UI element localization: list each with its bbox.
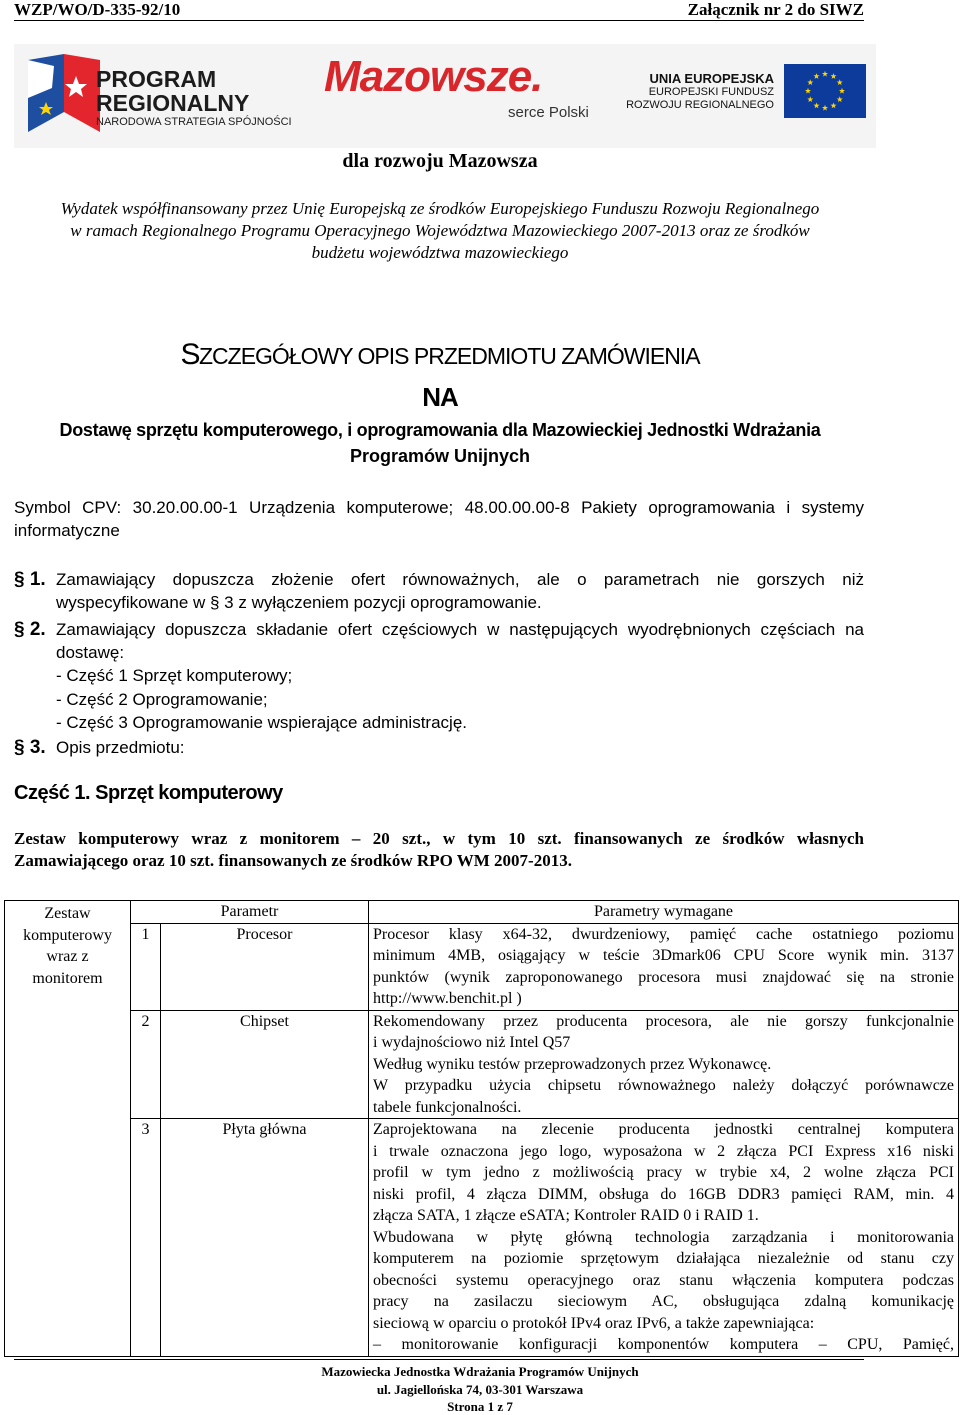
req-line: punktów (wynik zaproponowanego procesora musi znajdować się na stronie <box>373 968 954 986</box>
part-1-heading: Część 1. Sprzęt komputerowy <box>14 782 283 804</box>
req-line: tabele funkcjonalności. <box>373 1098 522 1116</box>
cofinance-line-1: Wydatek współfinansowany przez Unię Europejską ze środków Europejskiego Funduszu Rozwoju Regionalnego <box>60 199 820 218</box>
set-description-1: Zestaw komputerowy wraz z monitorem – 20 szt., w tym 10 szt. finansowanych ze środków własnych <box>14 829 864 848</box>
clause-2-number <box>14 618 46 641</box>
req-line: Zaprojektowana na zlecenie producenta jednostki centralnej komputera <box>373 1121 954 1138</box>
clause-2-item-2: - Część 2 Oprogramowanie; <box>56 690 268 709</box>
req-line: Wbudowana w płytę główną technologia zarządzania i monitorowania <box>373 1228 954 1246</box>
nss-caption: NARODOWA STRATEGIA SPÓJNOŚCI <box>96 116 292 128</box>
document-reference: WZP/WO/D-335-92/10 <box>14 0 181 19</box>
regionalny-word: REGIONALNY <box>96 90 250 116</box>
header-rule <box>14 20 864 21</box>
group-label-line: wraz z <box>46 948 89 965</box>
req-line: W przypadku użycia chipsetu równoważnego należy dołączyć porównawcze <box>373 1077 954 1094</box>
row-name: Płyta główna <box>161 1119 369 1357</box>
program-word: PROGRAM <box>96 66 217 92</box>
set-description-2: Zamawiającego oraz 10 szt. finansowanych ze środków RPO WM 2007-2013. <box>14 851 572 870</box>
group-label-cell <box>5 901 131 1357</box>
title-rest: ZCZEGÓŁOWY OPIS PRZEDMIOTU ZAMÓWIENIA <box>198 343 700 369</box>
req-line: niski profil, 4 złącza DIMM, obsługa do 16GB DDR3 pamięci RAM, min. 4 <box>373 1185 954 1203</box>
section-sign-icon: § <box>14 569 25 590</box>
clause-2-item-1: - Część 1 Sprzęt komputerowy; <box>56 666 293 685</box>
req-line: komputerem na poziomie sprzętowym działająca niezależnie od stanu czy <box>373 1250 954 1267</box>
clause-2-num: 2. <box>29 619 46 640</box>
mazowsze-tagline: serce Polski <box>508 104 589 121</box>
table-row <box>5 1010 959 1119</box>
logo-band <box>14 44 876 148</box>
row-name: Chipset <box>161 1010 369 1119</box>
group-label-line: Zestaw <box>44 905 91 922</box>
clause-3-number <box>14 736 46 759</box>
req-line: sieciową w oparciu o protokół IPv4 oraz IPv6, a także zapewniająca: <box>373 1314 815 1332</box>
req-line: pracy na zasilaczu sieciowym AC, obsługująca zdalną komunikację <box>373 1293 954 1310</box>
row-number: 1 <box>131 923 161 1010</box>
clause-2-line-2: dostawę: <box>56 643 125 662</box>
table-row <box>5 1119 959 1357</box>
document-title <box>0 338 880 372</box>
clause-3-num: 3. <box>29 737 46 758</box>
req-line: http://www.benchit.pl ) <box>373 990 522 1007</box>
section-sign-icon: § <box>14 737 25 758</box>
clause-1-line-2: wyspecyfikowane w § 3 z wyłączeniem pozycji oprogramowanie. <box>56 593 542 612</box>
title-subject-2: Programów Unijnych <box>349 446 531 466</box>
eu-line-1: UNIA EUROPEJSKA <box>649 71 774 86</box>
cpv-line-1: Symbol CPV: 30.20.00.00-1 Urządzenia komputerowe; 48.00.00.00-8 Pakiety oprogramowania i systemy <box>14 498 864 517</box>
cpv-line-2: informatyczne <box>14 521 120 540</box>
title-subject-1: Dostawę sprzętu komputerowego, i oprogramowania dla Mazowieckiej Jednostki Wdrażania <box>59 420 821 440</box>
column-header-param: Parametr <box>131 901 369 924</box>
program-regionalny-emblem <box>24 52 104 142</box>
cofinance-line-2: w ramach Regionalnego Programu Operacyjnego Województwa Mazowieckiego 2007-2013 oraz ze środków <box>70 221 810 240</box>
mazowsze-logo: Mazowsze. <box>324 52 543 101</box>
req-line: obecności systemu operacyjnego oraz stanu włączenia komputera podczas <box>373 1271 954 1289</box>
footer-rule <box>14 1359 864 1360</box>
eu-line-3: ROZWOJU REGIONALNEGO <box>626 99 774 111</box>
clause-1-num: 1. <box>29 569 46 590</box>
page-number: Strona 1 z 7 <box>447 1399 513 1414</box>
req-line: i wydajnościowo niż Intel Q57 <box>373 1034 571 1051</box>
table-header-row <box>5 901 959 924</box>
clause-2-item-3: - Część 3 Oprogramowanie wspierające administrację. <box>56 713 467 732</box>
eu-flag-icon <box>784 64 866 123</box>
tagline: dla rozwoju Mazowsza <box>342 150 538 172</box>
attachment-label: Załącznik nr 2 do SIWZ <box>687 0 864 19</box>
group-label-line: monitorem <box>32 969 103 987</box>
table-row <box>5 923 959 1010</box>
req-line: minimum 4MB, osiągający w teście 3Dmark06 CPU Score wynik min. 3137 <box>373 947 954 964</box>
row-number: 3 <box>131 1119 161 1357</box>
eu-fund-text <box>618 72 774 112</box>
row-requirements <box>369 1119 959 1357</box>
section-sign-icon: § <box>14 619 25 640</box>
footer-address: ul. Jagiellońska 74, 03-301 Warszawa <box>376 1382 584 1397</box>
row-requirements <box>369 1010 959 1119</box>
title-na: NA <box>422 382 458 412</box>
eu-line-2: EUROPEJSKI FUNDUSZ <box>648 86 774 98</box>
group-label-line: komputerowy <box>23 926 112 944</box>
row-name: Procesor <box>161 923 369 1010</box>
row-requirements <box>369 923 959 1010</box>
row-number: 2 <box>131 1010 161 1119</box>
req-line: Według wyniku testów przeprowadzonych przez Wykonawcę. <box>373 1055 772 1073</box>
req-line: i trwale oznaczona jego logo, wyposażona w 2 złącza PCI Express x16 niski <box>373 1142 954 1160</box>
req-line: Procesor klasy x64-32, dwurdzeniowy, pamięć cache ostatniego poziomu <box>373 925 954 943</box>
title-initial: S <box>180 338 199 371</box>
column-header-required: Parametry wymagane <box>369 901 959 924</box>
req-line: – monitorowanie konfiguracji komponentów komputera – CPU, Pamięć, <box>373 1336 954 1353</box>
req-line: profil w tym jedno z możliwością pracy w trybie x4, 2 wolne złącza PCI <box>373 1164 954 1181</box>
cofinance-line-3: budżetu województwa mazowieckiego <box>311 243 569 262</box>
spec-table <box>4 900 959 1357</box>
clause-1-number <box>14 568 46 591</box>
req-line: złącza SATA, 1 złącze eSATA; Kontroler RAID 0 i RAID 1. <box>373 1207 759 1224</box>
clause-1-line-1: Zamawiający dopuszcza złożenie ofert równoważnych, ale o parametrach nie gorszych niż <box>56 570 864 589</box>
footer-institution: Mazowiecka Jednostka Wdrażania Programów Unijnych <box>321 1364 639 1379</box>
req-line: Rekomendowany przez producenta procesora, ale nie gorszy funkcjonalnie <box>373 1012 954 1030</box>
clause-3-line-1: Opis przedmiotu: <box>56 738 185 757</box>
clause-2-line-1: Zamawiający dopuszcza składanie ofert częściowych w następujących wyodrębnionych częściach na <box>56 620 864 639</box>
